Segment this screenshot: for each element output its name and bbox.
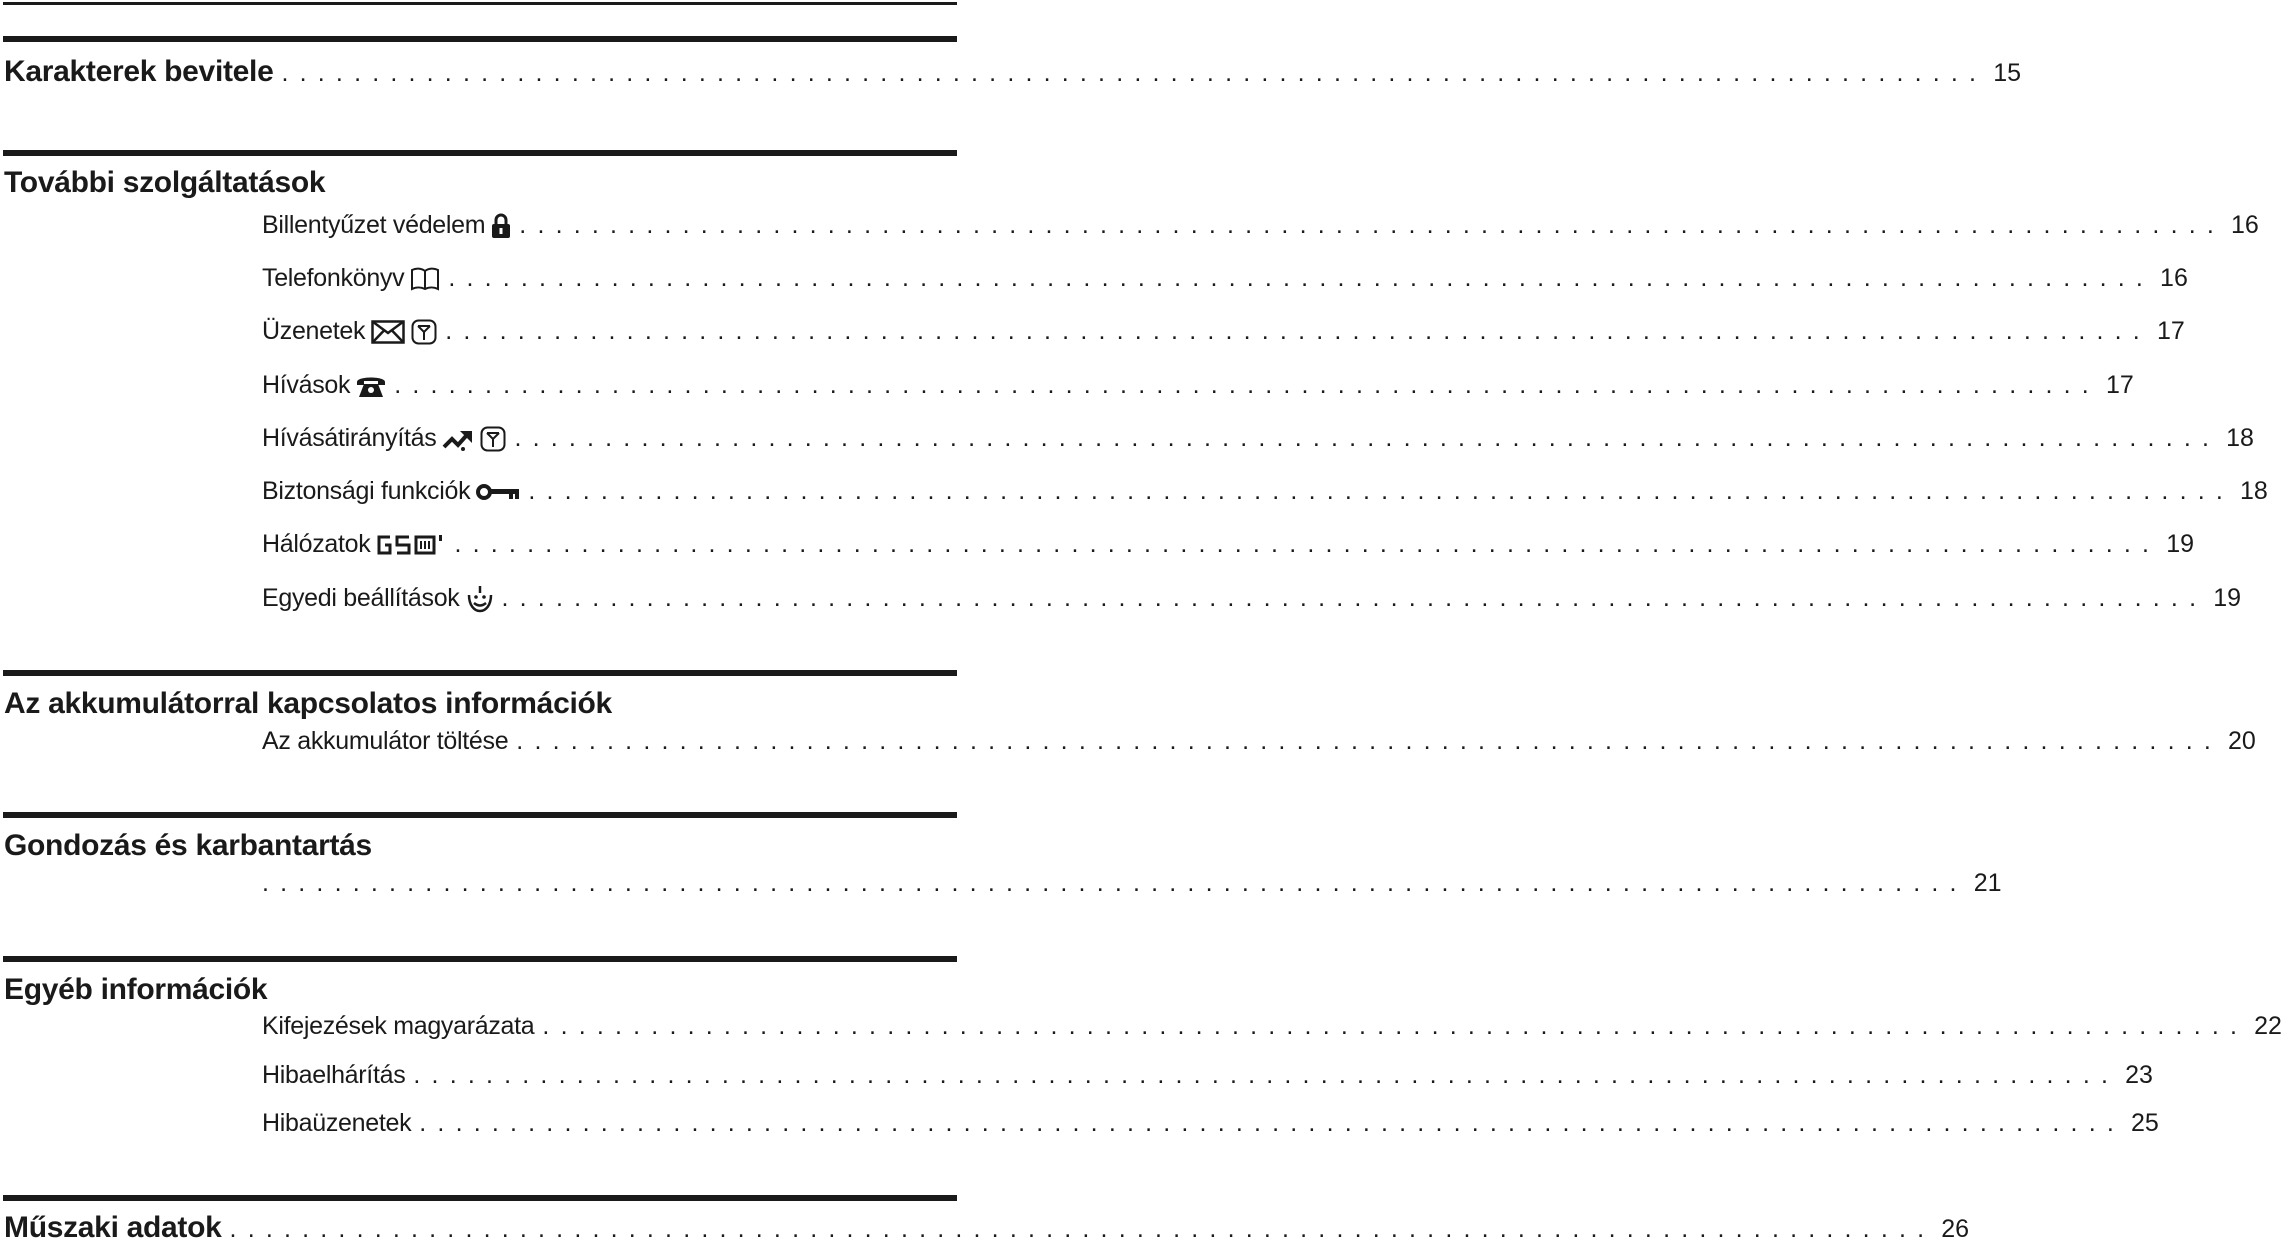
toc-entry-akkumulator-toltese[interactable] [262,727,2256,756]
toc-entry-hivasatiranyitas[interactable] [262,424,2254,453]
dot-leader: .............................................................................................. [281,59,1988,87]
envelope-icon [371,320,405,344]
dot-leader: .............................................................................................. [519,211,2226,239]
toc-entry-kifejezesek[interactable] [262,1012,2282,1041]
dot-leader: .............................................................................................. [514,424,2221,452]
gsm-network-icon [376,533,446,557]
entry-label: Hívások [262,371,351,399]
toc-entry-hibaelharitas[interactable] [262,1061,2153,1090]
page-number: 16 [2160,264,2188,292]
page-number: 17 [2156,317,2185,345]
toc-entry-muszaki-adatok[interactable] [4,1211,1970,1245]
page-number: 17 [2105,371,2134,399]
toc-entry-biztonsagi-funkciok[interactable] [262,477,2268,506]
dot-leader: .............................................................................................. [516,727,2223,755]
entry-label: Kifejezések magyarázata [262,1012,535,1040]
toc-entry-hivasok[interactable] [262,371,2134,400]
page-number: 19 [2213,584,2242,612]
telephone-icon [356,374,386,398]
dot-leader: .............................................................................................. [413,1061,2120,1089]
entry-label: Az akkumulátor töltése [262,727,509,755]
toc-entry-gondozas[interactable] [262,869,2002,898]
entry-label: Hibaüzenetek [262,1109,412,1137]
entry-label: Biztonsági funkciók [262,477,471,505]
lock-icon [491,213,511,239]
section-heading-akku: Az akkumulátorral kapcsolatos információk [4,687,612,720]
call-divert-icon [442,427,474,451]
entry-label: Billentyűzet védelem [262,211,486,239]
dot-leader: .............................................................................................. [262,869,1968,897]
smiley-icon [466,585,494,613]
dot-leader: .............................................................................................. [454,530,2161,558]
section-divider [3,670,957,676]
toc-entry-egyedi-beallitasok[interactable] [262,584,2242,613]
entry-label: Hálózatok [262,530,371,558]
section-heading-tovabbi: További szolgáltatások [4,166,326,199]
page-number: 25 [2131,1109,2159,1137]
section-divider [3,36,957,42]
page-number: 23 [2125,1061,2153,1089]
book-icon [410,267,440,291]
page-number: 19 [2166,530,2195,558]
section-heading-gondozas: Gondozás és karbantartás [4,829,372,862]
dot-leader: .............................................................................................. [528,477,2235,505]
entry-label: Egyedi beállítások [262,584,460,612]
dot-leader: .............................................................................................. [394,371,2100,399]
section-heading-egyeb: Egyéb információk [4,973,268,1006]
dot-leader: .............................................................................................. [419,1109,2125,1137]
entry-label: Üzenetek [262,317,366,345]
page-number: 18 [2226,424,2254,452]
toc-entry-billentyuzet-vedelem[interactable] [262,211,2259,240]
toc-entry-halozatok[interactable] [262,530,2195,559]
page-number: 21 [1973,869,2002,897]
toc-entry-karakterek[interactable] [4,55,2022,89]
antenna-icon [411,319,437,345]
section-divider [3,1195,957,1201]
top-rule [3,2,957,5]
entry-title: Karakterek bevitele [4,55,274,88]
page-number: 20 [2228,727,2256,755]
antenna-icon [480,426,506,452]
page-number: 26 [1941,1215,1970,1243]
dot-leader: .............................................................................................. [448,264,2155,292]
entry-title: Műszaki adatok [4,1211,222,1244]
toc-entry-hibauzenetek[interactable] [262,1109,2159,1138]
toc-entry-telefonkonyv[interactable] [262,264,2188,293]
section-divider [3,150,957,156]
section-divider [3,812,957,818]
key-icon [476,482,520,502]
page-number: 16 [2231,211,2259,239]
toc-entry-uzenetek[interactable] [262,317,2185,346]
dot-leader: .............................................................................................. [542,1012,2249,1040]
entry-label: Hibaelhárítás [262,1061,406,1089]
entry-label: Hívásátirányítás [262,424,437,452]
dot-leader: .............................................................................................. [229,1215,1936,1243]
section-divider [3,956,957,962]
dot-leader: .............................................................................................. [501,584,2208,612]
entry-label: Telefonkönyv [262,264,405,292]
dot-leader: .............................................................................................. [445,317,2151,345]
page-number: 22 [2254,1012,2282,1040]
page-number: 15 [1993,59,2022,87]
page-number: 18 [2240,477,2268,505]
